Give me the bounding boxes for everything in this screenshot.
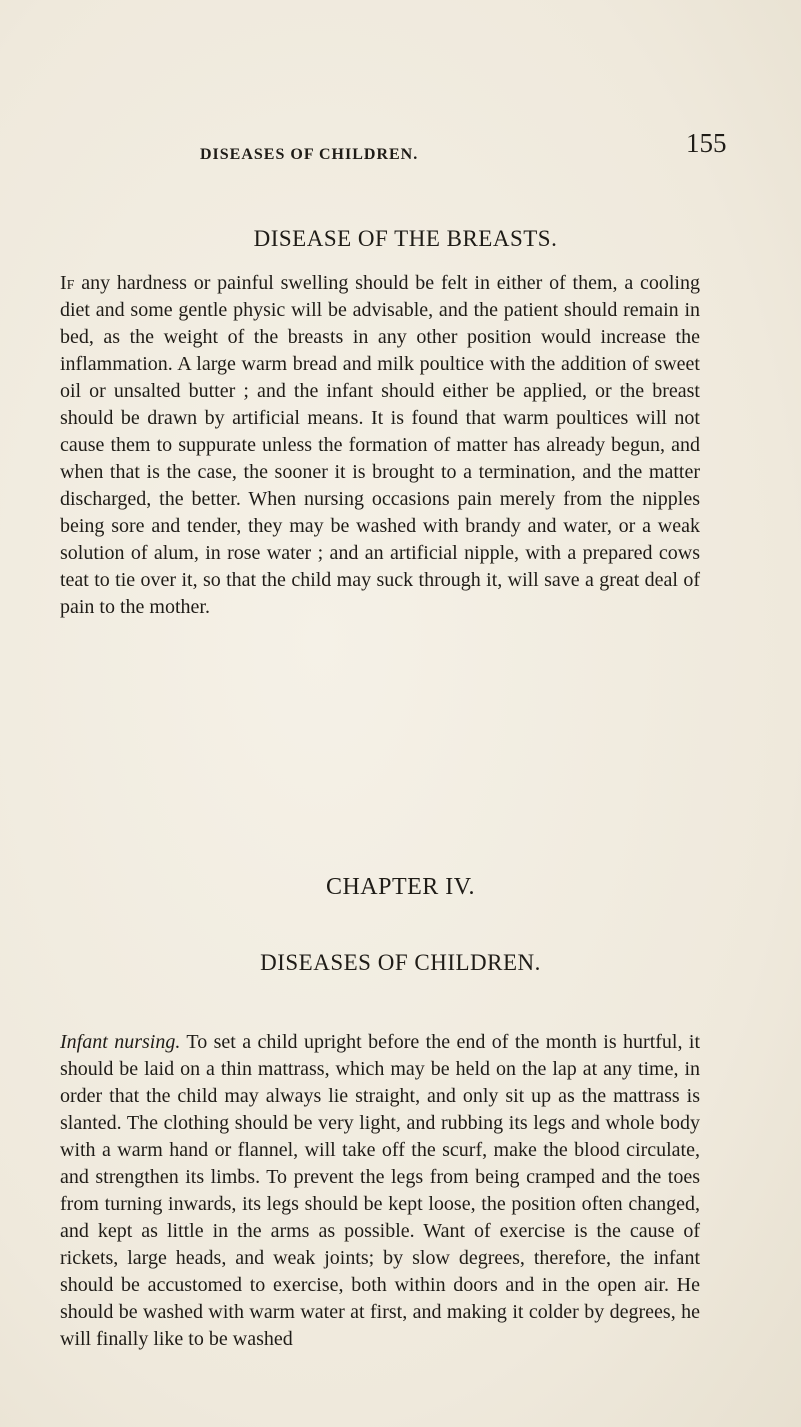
chapter-subtitle: DISEASES OF CHILDREN. [260, 950, 541, 975]
page-number: 155 [686, 128, 727, 158]
running-head: DISEASES OF CHILDREN. [200, 146, 419, 163]
paragraph-lead-word: If [60, 272, 75, 294]
chapter-title: CHAPTER IV. [325, 874, 476, 900]
breasts-paragraph [60, 270, 700, 621]
section-title: DISEASE OF THE BREASTS. [253, 226, 558, 251]
paragraph-text: To set a child upright before the end of the month is hurtful, it should be laid on a thin mattrass, which may be held on the lap at any time, in order that the child may always lie straight, and only sit up as the mattrass is slanted. The clothing should be very light, and rubbing its legs and whole body with a warm hand or flannel, will take off the scurf, make the blood circulate, and strengthen its limbs. To prevent the legs from being cramped and the toes from turning inwards, its legs should be kept loose, the position often changed, and kept as little in the arms as possible. Want of exercise is the cause of rickets, large heads, and weak joints; by slow degrees, therefore, the infant should be accustomed to exercise, both within doors and in the open air. He should be washed with warm water at first, and making it colder by degrees, he will finally like to be washed [60, 1031, 701, 1350]
infant-nursing-paragraph [60, 1029, 700, 1353]
paragraph-italic-heading: Infant nursing. [60, 1031, 181, 1053]
paragraph-text: any hardness or painful swelling should be felt in either of them, a cooling diet and some gentle physic will be advisable, and the patient should remain in bed, as the weight of the breasts in any other position would increase the inflammation. A large warm bread and milk poultice with the addition of sweet oil or unsalted butter ; and the infant should either be applied, or the breast should be drawn by artificial means. It is found that warm poultices will not cause them to suppurate unless the formation of matter has already begun, and when that is the case, the sooner it is brought to a termination, and the matter discharged, the better. When nursing occasions pain merely from the nipples being sore and tender, they may be washed with brandy and water, or a weak solution of alum, in rose water ; and an artificial nipple, with a prepared cows teat to tie over it, so that the child may suck through it, will save a great deal of pain to the mother. [60, 272, 700, 618]
